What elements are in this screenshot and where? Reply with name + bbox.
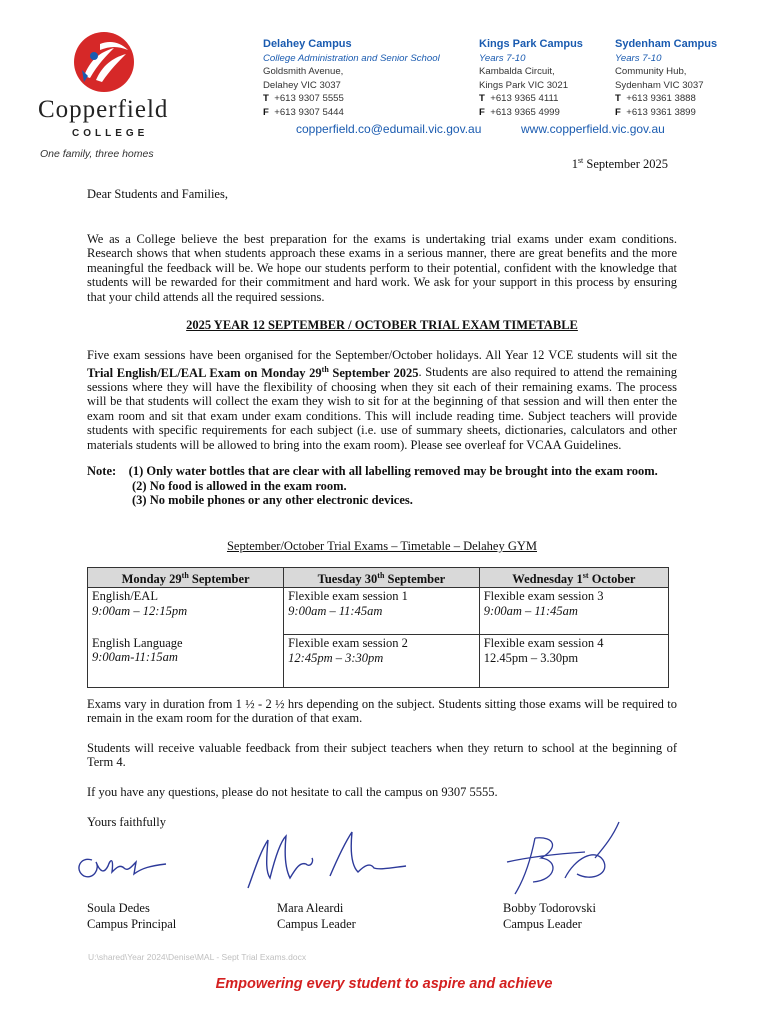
- campus-name: Delahey Campus: [263, 38, 352, 50]
- campus-address-line: Goldsmith Avenue,: [263, 66, 344, 78]
- campus-address-line: Community Hub,: [615, 66, 687, 78]
- college-motto: Empowering every student to aspire and achieve: [215, 976, 553, 992]
- campus-address-line: Delahey VIC 3037: [263, 79, 341, 91]
- signatory-name: Bobby Todorovski: [503, 901, 596, 915]
- note-item: (3) No mobile phones or any other electronic devices.: [132, 493, 413, 508]
- letter-date: 1st September 2025: [571, 156, 668, 172]
- notes-block: [87, 464, 677, 508]
- exam-name: English/EAL: [92, 589, 158, 604]
- exam-time: 12.45pm – 3.30pm: [483, 650, 579, 665]
- exam-name: English Language: [92, 635, 183, 650]
- signatory-title: Campus Principal: [87, 916, 177, 931]
- campus-phone: T +613 9365 4111: [479, 93, 559, 105]
- table-cell: [284, 635, 480, 688]
- campus-fax: F +613 9365 4999: [479, 106, 560, 118]
- campus-subtitle: Years 7-10: [479, 52, 526, 64]
- exam-time: 12:45pm – 3:30pm: [288, 650, 384, 665]
- exam-name: Flexible exam session 1: [288, 589, 408, 604]
- timetable-heading: 2025 YEAR 12 SEPTEMBER / OCTOBER TRIAL EXAM TIMETABLE: [186, 318, 578, 332]
- signature-mara-aleardi: [240, 822, 410, 894]
- signatory-name: Soula Dedes: [87, 901, 150, 915]
- signatory-title: Campus Leader: [277, 916, 356, 931]
- campus-subtitle: College Administration and Senior School: [263, 52, 440, 64]
- table-row: [88, 588, 669, 635]
- college-subtitle: COLLEGE: [72, 128, 149, 139]
- document-path: U:\shared\Year 2024\Denise\MAL - Sept Trial Exams.docx: [88, 952, 307, 962]
- college-tagline: One family, three homes: [40, 148, 154, 160]
- campus-name: Kings Park Campus: [479, 38, 583, 50]
- website-link[interactable]: www.copperfield.vic.gov.au: [521, 122, 665, 136]
- campus-phone: T +613 9361 3888: [615, 93, 696, 105]
- salutation: Dear Students and Families,: [87, 187, 228, 201]
- campus-kings-park: [479, 38, 583, 120]
- table-cell: [88, 588, 284, 635]
- campus-fax: F +613 9307 5444: [263, 106, 344, 118]
- campus-address-line: Kambalda Circuit,: [479, 66, 555, 78]
- table-header-row: [88, 568, 669, 588]
- table-cell: [88, 635, 284, 688]
- table-cell: [479, 588, 668, 635]
- exam-time: 9:00am-11:15am: [92, 650, 178, 665]
- campus-phone: T +613 9307 5555: [263, 93, 344, 105]
- signature-soula-dedes: [70, 838, 190, 888]
- table-header: Monday 29th September: [88, 568, 284, 588]
- timetable: [87, 567, 669, 688]
- exam-time: 9:00am – 12:15pm: [92, 603, 188, 618]
- signatory-title: Campus Leader: [503, 916, 582, 931]
- exam-name: Flexible exam session 4: [483, 636, 604, 651]
- signatory-1: [87, 901, 176, 932]
- table-cell: [479, 635, 668, 688]
- campus-address-line: Sydenham VIC 3037: [615, 79, 704, 91]
- duration-paragraph: Exams vary in duration from 1 ½ - 2 ½ hrs depending on the subject. Students sitting those exams will be required to remain in the exam room for the duration of that exam.: [87, 697, 677, 726]
- signature-bobby-todorovski: [495, 818, 635, 908]
- email-link[interactable]: copperfield.co@edumail.vic.gov.au: [296, 122, 482, 136]
- campus-sydenham: [615, 38, 717, 120]
- campus-name: Sydenham Campus: [615, 38, 718, 50]
- instructions-paragraph: Five exam sessions have been organised for the September/October holidays. All Year 12 VCE students will sit the Trial English/EL/EAL Exam on Monday 29th September 2025. Students are also required to attend the remaining sessions where they will have the flexibility of choosing when they sit each of their remaining exams. The process will be that students will collect the exam they wish to sit for at the beginning of that session and will then enter the exam room and sit that exam under exam conditions. This will include reading time. Subject teachers will provide students with specific requirements for each subject (i.e. use of summary sheets, dictionaries, calculators and other materials students will be allowed to bring into the exam room). Please see overleaf for VCAA Guidelines.: [87, 348, 677, 452]
- table-title: September/October Trial Exams – Timetable – Delahey GYM: [226, 539, 538, 553]
- exam-name: Flexible exam session 2: [288, 636, 408, 651]
- campus-address-line: Kings Park VIC 3021: [479, 79, 569, 91]
- exam-time: 9:00am – 11:45am: [288, 603, 383, 618]
- campus-delahey: [263, 38, 440, 120]
- college-name: Copperfield: [38, 96, 169, 123]
- note-item: (2) No food is allowed in the exam room.: [132, 478, 347, 493]
- table-header: Tuesday 30th September: [284, 568, 480, 588]
- note-item: Note: (1) Only water bottles that are clear with all labelling removed may be brought into the exam room.: [87, 464, 658, 478]
- college-logo: [70, 30, 142, 94]
- closing: Yours faithfully: [87, 815, 166, 829]
- table-row: [88, 635, 669, 688]
- table-cell: [284, 588, 480, 635]
- exam-time: 9:00am – 11:45am: [483, 603, 578, 618]
- exam-name: Flexible exam session 3: [483, 589, 604, 604]
- signatory-name: Mara Aleardi: [277, 901, 344, 915]
- feedback-paragraph: Students will receive valuable feedback from their subject teachers when they return to school at the beginning of Term 4.: [87, 741, 677, 770]
- table-header: Wednesday 1st October: [479, 568, 668, 588]
- campus-subtitle: Years 7-10: [615, 52, 662, 64]
- signatory-2: [277, 901, 356, 932]
- contact-paragraph: If you have any questions, please do not hesitate to call the campus on 9307 5555.: [87, 785, 498, 799]
- signatory-3: [503, 901, 596, 932]
- campus-fax: F +613 9361 3899: [615, 106, 696, 118]
- intro-paragraph: We as a College believe the best preparation for the exams is undertaking trial exams under exam conditions. Research shows that when students approach these exams in a serious manner, there are great benefits and the more meaningful the feedback will be. We hope our students perform to their potential, confident with the knowledge that students will be rewarded for their commitment and hard work. We ask for your support in this process by ensuring that your child attends all the required sessions.: [87, 232, 677, 304]
